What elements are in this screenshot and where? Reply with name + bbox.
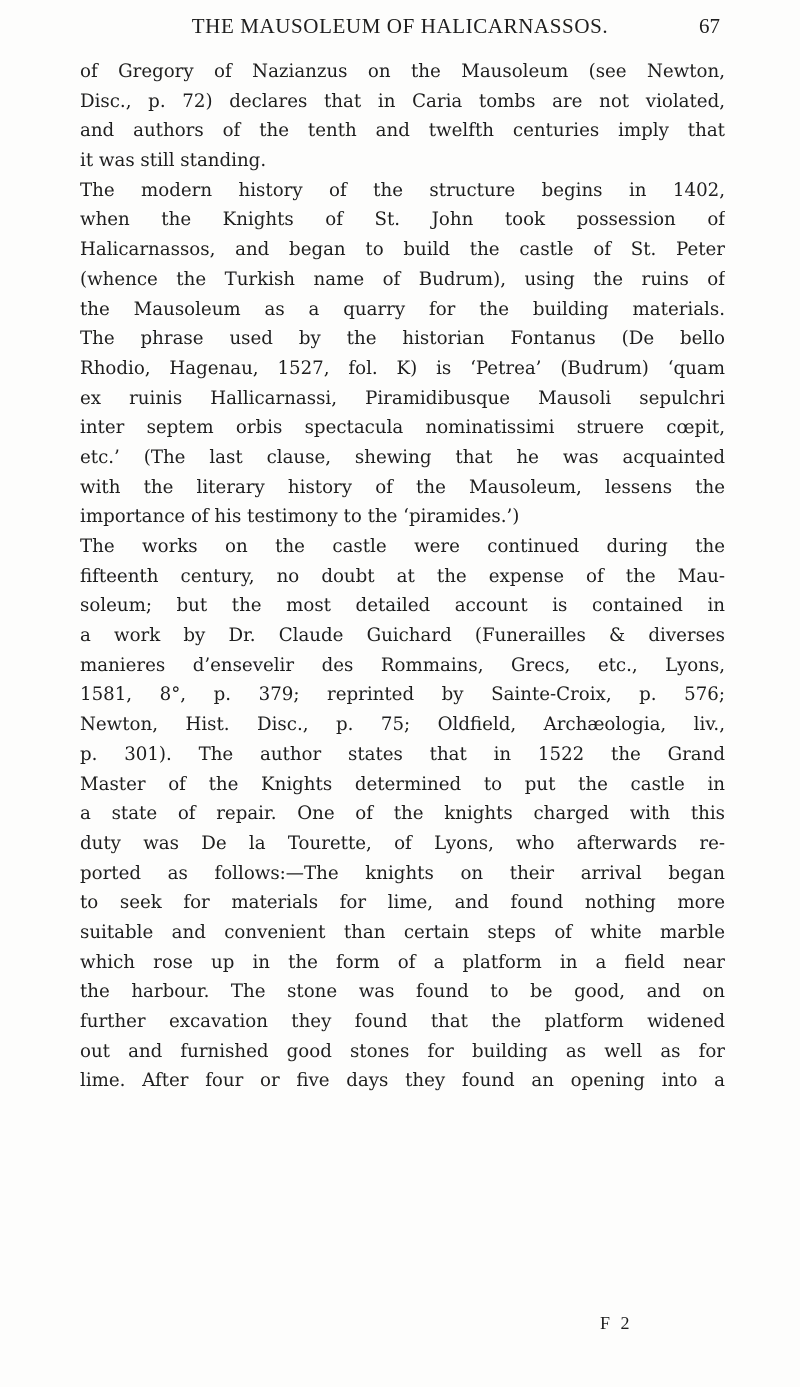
text-line: out and furnished good stones for building as well as for <box>80 1040 725 1062</box>
text-line: The phrase used by the historian Fontanus (De bello <box>80 328 725 350</box>
text-line: inter septem orbis spectacula nominatissimi struere cœpit, <box>80 417 725 439</box>
text-line: Rhodio, Hagenau, 1527, fol. K) is ‘Petrea’ (Budrum) ‘quam <box>80 357 725 379</box>
text-line: a work by Dr. Claude Guichard (Funerailles & diverses <box>80 625 725 647</box>
text-line: which rose up in the form of a platform in a field near <box>80 951 725 973</box>
text-line: fifteenth century, no doubt at the expense of the Mau- <box>80 565 725 587</box>
text-line: Halicarnassos, and began to build the castle of St. Peter <box>80 239 725 261</box>
text-line: (whence the Turkish name of Budrum), using the ruins of <box>80 268 725 290</box>
text-line: to seek for materials for lime, and found nothing more <box>80 892 725 914</box>
text-line: The works on the castle were continued during the <box>80 536 725 557</box>
text-line: Newton, Hist. Disc., p. 75; Oldfield, Archæologia, liv., <box>80 714 725 736</box>
page-number: 67 <box>699 14 720 38</box>
text-line: of Gregory of Nazianzus on the Mausoleum (see Newton, <box>80 61 725 82</box>
text-line: duty was De la Tourette, of Lyons, who afterwards re- <box>80 832 725 854</box>
text-line: lime. After four or five days they found an opening into a <box>80 1070 725 1092</box>
text-line: suitable and convenient than certain steps of white marble <box>80 921 725 943</box>
text-line: etc.’ (The last clause, shewing that he was acquainted <box>80 446 725 468</box>
text-line: manieres d’ensevelir des Rommains, Grecs, etc., Lyons, <box>80 654 725 676</box>
text-line: the harbour. The stone was found to be good, and on <box>80 981 725 1003</box>
body-text <box>80 57 725 1096</box>
running-head <box>80 6 720 46</box>
text-line: and authors of the tenth and twelfth centuries imply that <box>80 120 725 142</box>
text-line: Disc., p. 72) declares that in Caria tombs are not violated, <box>80 90 725 112</box>
text-line: ported as follows:—The knights on their arrival began <box>80 862 725 884</box>
running-title: THE MAUSOLEUM OF HALICARNASSOS. <box>191 14 609 38</box>
text-line: a state of repair. One of the knights charged with this <box>80 803 725 825</box>
text-line: it was still standing. <box>80 150 267 172</box>
text-line: further excavation they found that the platform widened <box>80 1011 725 1032</box>
text-line: importance of his testimony to the ‘piramides.’) <box>80 506 520 528</box>
text-line: when the Knights of St. John took possession of <box>80 209 725 231</box>
text-line: the Mausoleum as a quarry for the building materials. <box>80 298 725 320</box>
text-line: with the literary history of the Mausoleum, lessens the <box>80 476 725 498</box>
text-line: The modern history of the structure begins in 1402, <box>80 179 725 201</box>
text-line: Master of the Knights determined to put the castle in <box>80 773 725 795</box>
text-line: 1581, 8°, p. 379; reprinted by Sainte-Croix, p. 576; <box>80 684 725 706</box>
text-line: ex ruinis Hallicarnassi, Piramidibusque Mausoli sepulchri <box>80 387 725 409</box>
text-line: p. 301). The author states that in 1522 the Grand <box>80 743 725 765</box>
signature-mark: F 2 <box>600 1313 633 1333</box>
text-line: soleum; but the most detailed account is contained in <box>80 595 725 617</box>
